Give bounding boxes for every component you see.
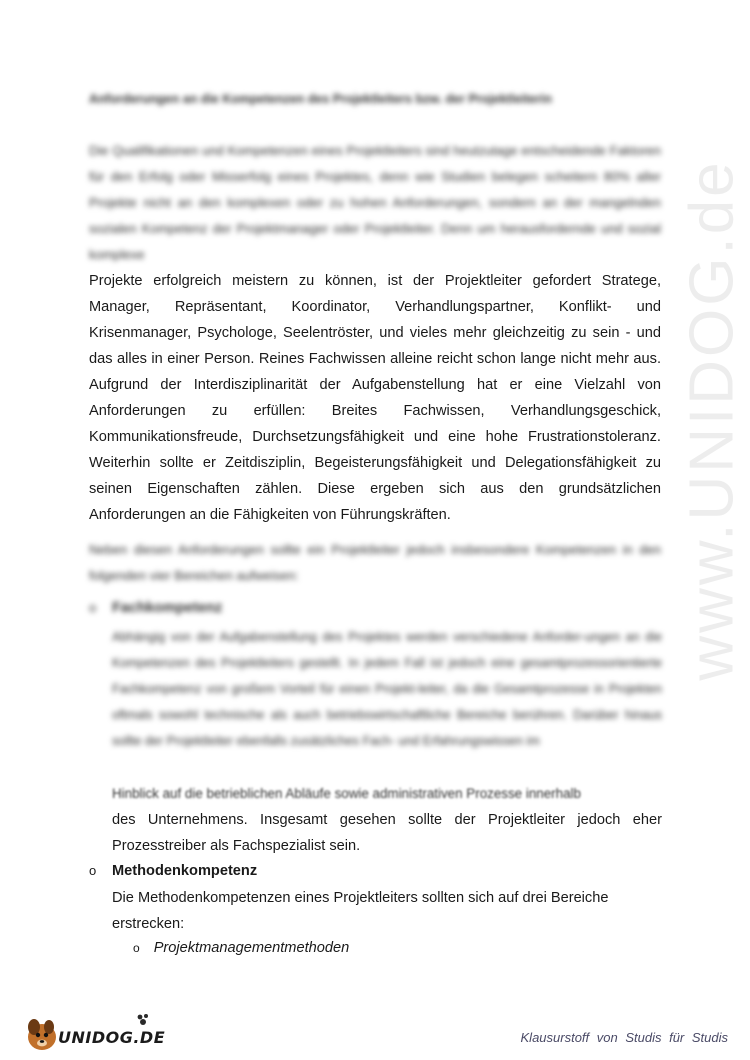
logo-text: UNIDOG.DE <box>58 1028 166 1047</box>
bullet-marker: o <box>89 600 97 615</box>
watermark: www.UNIDOG.de <box>677 159 747 681</box>
fachkompetenz-text: des Unternehmens. Insgesamt gesehen sollte der Projektleiter jedoch eher Prozesstreiber als Fachspezialist sein. <box>112 812 662 854</box>
document-heading: Anforderungen an die Kompetenzen des Projektleiters bzw. der Projektleiterin <box>89 92 552 106</box>
footer-text: Klausurstoff von Studis für Studis <box>520 1030 728 1045</box>
methodenkompetenz-title: Methodenkompetenz <box>112 863 258 879</box>
bullet-marker: o <box>89 863 97 878</box>
sub-bullet-marker: o <box>133 941 140 955</box>
sub-bullet-label: Projektmanagementmethoden <box>153 940 350 956</box>
fachkompetenz-text-partial: Hinblick auf die betrieblichen Abläufe sowie administrativen Prozesse innerhalb <box>112 786 581 801</box>
intro-paragraph: Projekte erfolgreich meistern zu können, ist der Projektleiter gefordert Stratege, Manager, Repräsentant, Koordinator, Verhandlungspartner, Konflikt- und Krisenmanager, Psychologe, Seelentröster, und vieles mehr gleichzeitig zu sein - und das alles in einer Person. Reines Fachwissen alleine reicht schon lange nicht mehr aus. Aufgrund der Interdisziplinarität der Aufgabenstellung hat er eine Vielzahl von Anforderungen zu erfüllen: Breites Fachwissen, Verhandlungsgeschick, Kommunikationsfreude, Durchsetzungsfähigkeit und eine hohe Frustrationstoleranz. Weiterhin sollte er Zeitdisziplin, Begeisterungsfähigkeit und Delegationsfähigkeit zu seinen Eigenschaften zählen. Diese ergeben sich aus den grundsätzlichen Anforderungen an die Fähigkeiten von Führungskräften. <box>89 273 661 523</box>
methodenkompetenz-text: Die Methodenkompetenzen eines Projektleiters sollten sich auf drei Bereiche erstrecken: <box>112 890 609 932</box>
sub-bullet-projektmanagementmethoden <box>133 940 349 956</box>
competence-intro-paragraph: Neben diesen Anforderungen sollte ein Projektleiter jedoch insbesondere Kompetenzen in den folgenden vier Bereichen aufweisen: <box>89 542 661 583</box>
fachkompetenz-title: Fachkompetenz <box>112 600 223 616</box>
intro-paragraph-blurred: Die Qualifikationen und Kompetenzen eines Projektleiters sind heutzutage entscheidende Faktoren für den Erfolg oder Misserfolg eines Projektes, denn wie Studien belegen scheitern 80% aller Projekte nicht an den komplexen oder zu hohen Anforderungen, sondern an der mangelnden sozialen Kompetenz der Projektmanager oder Projektleiter. Denn um herausfordernde und sozial komplexe <box>89 143 661 262</box>
fachkompetenz-text-blurred: Abhängig von der Aufgabenstellung des Projektes werden verschiedene Anforder-ungen an die Kompetenzen des Projektleiters gestellt. In jedem Fall ist jedoch eine gesamtprozessorientierte Fachkompetenz von großem Vorteil für einen Projekt-leiter, da die Gesamtprozesse in Projekten oftmals sowohl technische als auch betriebswirtschaftliche Bereiche berühren. Darüber hinaus sollte der Projektleiter ebenfalls zusätzliches Fach- und Erfahrungswissen im <box>112 630 662 748</box>
